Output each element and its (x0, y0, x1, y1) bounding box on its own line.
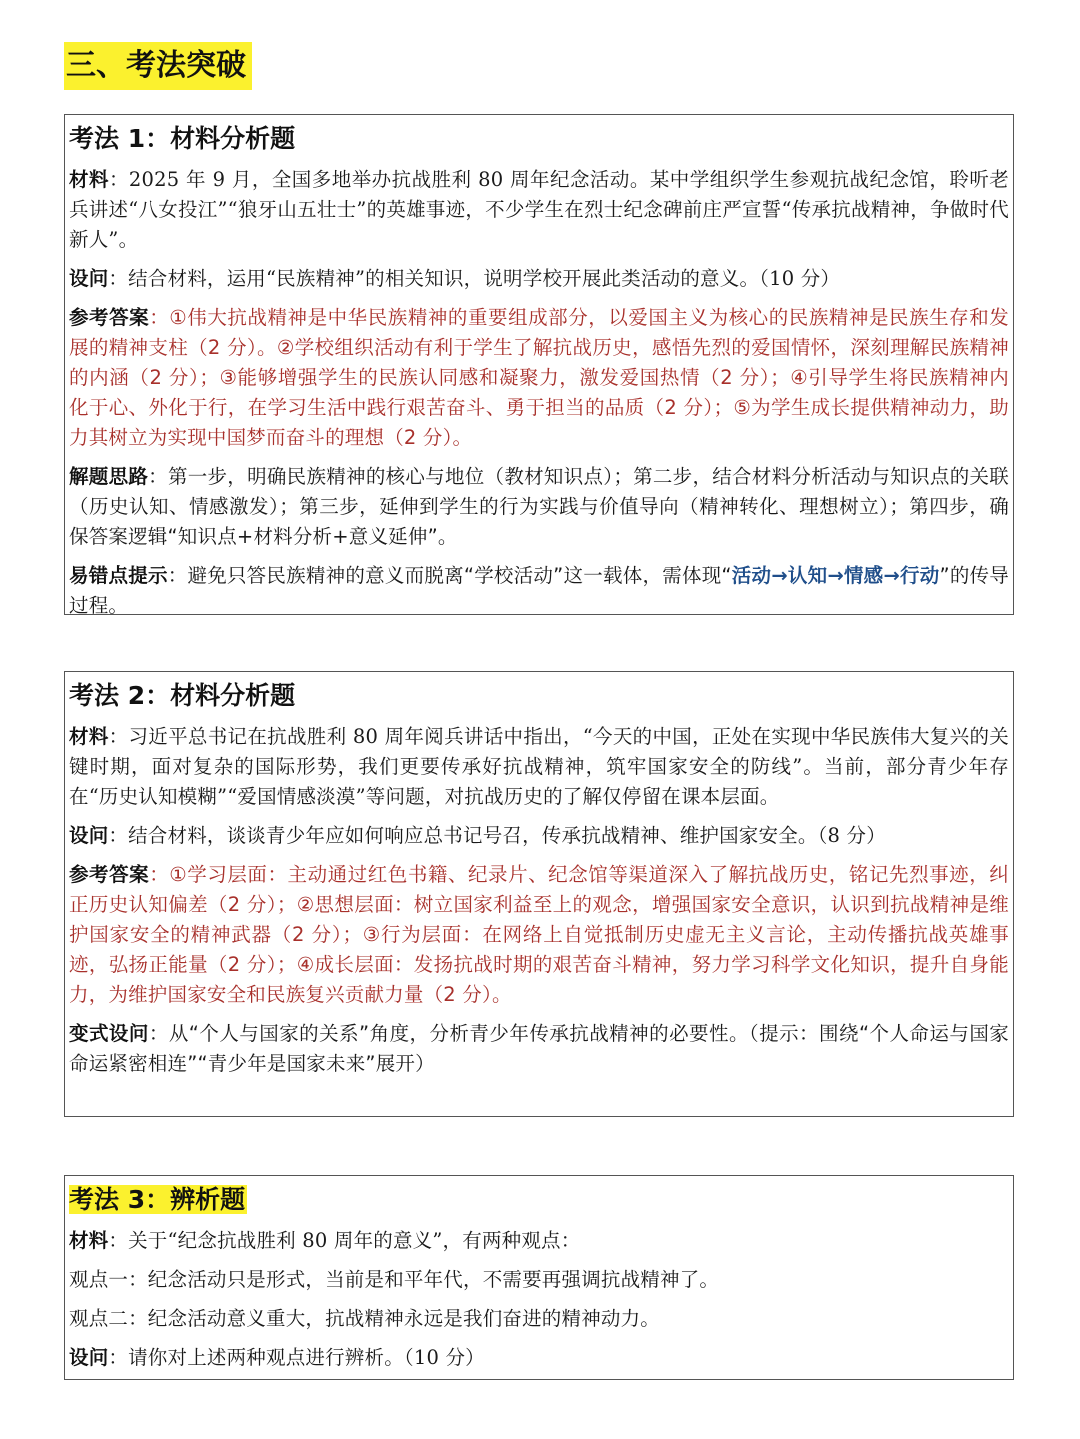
q3-question-label: 设问 (69, 1346, 109, 1369)
q1-question (69, 264, 1009, 294)
q3-view-1: 观点一：纪念活动只是形式，当前是和平年代，不需要再强调抗战精神了。 (69, 1268, 720, 1291)
question-box-2 (64, 671, 1014, 1117)
q2-material-label: 材料 (69, 725, 109, 748)
q2-question-label: 设问 (69, 824, 109, 847)
question-box-3 (64, 1175, 1014, 1380)
q3-question (69, 1343, 1009, 1373)
q2-material-text: ：习近平总书记在抗战胜利 80 周年阅兵讲话中指出，“今天的中国，正处在实现中华民族伟大复兴的关键时期，面对复杂的国际形势，我们更要传承好抗战精神，筑牢国家安全的防线”。当前，部分青少年存在“历史认知模糊”“爱国情感淡漠”等问题，对抗战历史的了解仅停留在课本层面。 (69, 725, 1010, 808)
q2-variant-label: 变式设问 (69, 1022, 149, 1045)
q1-pitfall-text-a: ：避免只答民族精神的意义而脱离“学校活动”这一载体，需体现“ (167, 564, 732, 587)
question-3-title (69, 1184, 1009, 1216)
q2-answer-text: ：①学习层面：主动通过红色书籍、纪录片、纪念馆等渠道深入了解抗战历史，铭记先烈事迹，纠正历史认知偏差（2 分）；②思想层面：树立国家利益至上的观念，增强国家安全意识，认识到抗战精神是维护国家安全的精神武器（2 分）；③行为层面：在网络上自觉抵制历史虚无主义言论，主动传播抗战英雄事迹，弘扬正能量（2 分）；④成长层面：发扬抗战时期的艰苦奋斗精神，努力学习科学文化知识，提升自身能力，为维护国家安全和民族复兴贡献力量（2 分）。 (69, 863, 1009, 1006)
question-2-title: 考法 2：材料分析题 (69, 681, 296, 710)
q1-answer-label: 参考答案 (69, 306, 150, 329)
q1-pitfall-label: 易错点提示 (69, 564, 168, 587)
q1-material (69, 165, 1009, 255)
q2-answer-label: 参考答案 (69, 863, 150, 886)
q1-pitfall-text-b: ”的传导过程。 (69, 564, 1009, 617)
q1-pitfall (69, 561, 1009, 621)
question-3-title-text: 考法 3：辨析题 (69, 1185, 246, 1214)
q1-answer (69, 303, 1009, 453)
q3-view-2: 观点二：纪念活动意义重大，抗战精神永远是我们奋进的精神动力。 (69, 1307, 661, 1330)
q1-approach-text: ：第一步，明确民族精神的核心与地位（教材知识点）；第二步，结合材料分析活动与知识点的关联（历史认知、情感激发）；第三步，延伸到学生的行为实践与价值导向（精神转化、理想树立）；第四步，确保答案逻辑“知识点+材料分析+意义延伸”。 (69, 465, 1009, 548)
q2-variant-text: ：从“个人与国家的关系”角度，分析青少年传承抗战精神的必要性。（提示：围绕“个人命运与国家命运紧密相连”“青少年是国家未来”展开） (69, 1022, 1009, 1075)
q3-material-label: 材料 (69, 1229, 109, 1252)
q1-material-label: 材料 (69, 168, 109, 191)
q1-question-text: ：结合材料，运用“民族精神”的相关知识，说明学校开展此类活动的意义。（10 分） (108, 267, 841, 290)
q1-approach-label: 解题思路 (69, 465, 149, 488)
q2-question (69, 821, 1009, 851)
q1-question-label: 设问 (69, 267, 109, 290)
q2-answer (69, 860, 1009, 1010)
question-box-1 (64, 114, 1014, 615)
q3-material-text: ：关于“纪念抗战胜利 80 周年的意义”，有两种观点： (108, 1229, 581, 1252)
q1-pitfall-highlight: 活动→认知→情感→行动 (731, 564, 940, 587)
q2-material (69, 722, 1009, 812)
question-1-title: 考法 1：材料分析题 (69, 124, 296, 153)
q1-answer-text: ：①伟大抗战精神是中华民族精神的重要组成部分，以爱国主义为核心的民族精神是民族生存和发展的精神支柱（2 分）。②学校组织活动有利于学生了解抗战历史，感悟先烈的爱国情怀，深刻理解民族精神的内涵（2 分）；③能够增强学生的民族认同感和凝聚力，激发爱国热情（2 分）；④引导学生将民族精神内化于心、外化于行，在学习生活中践行艰苦奋斗、勇于担当的品质（2 分）；⑤为学生成长提供精神动力，助力其树立为实现中国梦而奋斗的理想（2 分）。 (69, 306, 1009, 449)
q3-question-text: ：请你对上述两种观点进行辨析。（10 分） (108, 1346, 485, 1369)
q1-approach (69, 462, 1009, 552)
q3-material (69, 1226, 1009, 1256)
q2-variant (69, 1019, 1009, 1079)
q1-material-text: ：2025 年 9 月，全国多地举办抗战胜利 80 周年纪念活动。某中学组织学生参观抗战纪念馆，聆听老兵讲述“八女投江”“狼牙山五壮士”的英雄事迹，不少学生在烈士纪念碑前庄严宣誓“传承抗战精神，争做时代新人”。 (69, 168, 1009, 251)
section-title: 三、考法突破 (64, 42, 252, 90)
q2-question-text: ：结合材料，谈谈青少年应如何响应总书记号召，传承抗战精神、维护国家安全。（8 分） (108, 824, 886, 847)
